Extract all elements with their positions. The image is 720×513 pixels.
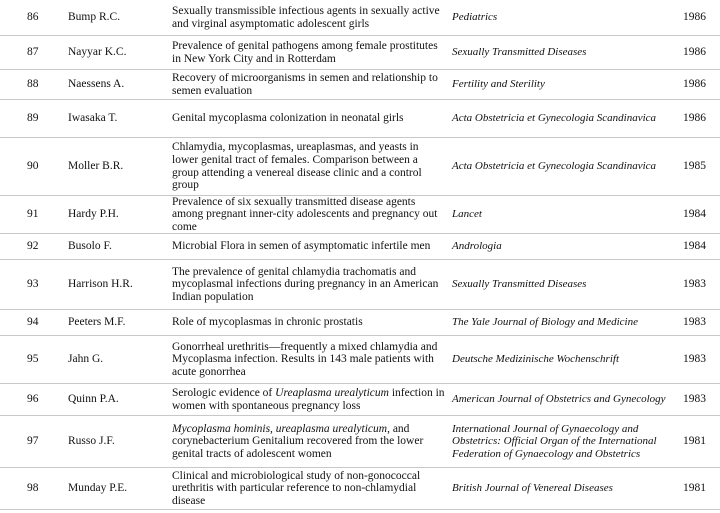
table-row	[0, 138, 720, 196]
ref-journal-text: Sexually Transmitted Diseases	[452, 46, 587, 59]
ref-title-part: Prevalence of six sexually transmitted disease agents among pregnant inner-city adolescents and pregnancy out come	[172, 195, 438, 233]
ref-author-text: Jahn G.	[68, 353, 104, 366]
ref-journal	[452, 70, 666, 99]
ref-journal	[452, 36, 666, 69]
ref-number	[27, 100, 57, 137]
ref-year-text: 1983	[683, 278, 706, 291]
ref-number-text: 89	[27, 112, 39, 125]
ref-number-text: 98	[27, 482, 39, 495]
ref-title	[172, 196, 447, 233]
ref-title	[172, 310, 447, 335]
ref-author	[68, 138, 163, 195]
ref-year	[670, 36, 706, 69]
ref-journal-text: International Journal of Gynaecology and Obstetrics: Official Organ of the International Federation of Gynaecology and Obstetrics	[452, 422, 657, 460]
table-row	[0, 336, 720, 384]
ref-journal-text: Andrologia	[452, 240, 502, 253]
ref-title	[172, 138, 447, 195]
ref-author	[68, 100, 163, 137]
ref-author-text: Naessens A.	[68, 78, 125, 91]
ref-year-text: 1986	[683, 112, 706, 125]
ref-year-text: 1983	[683, 353, 706, 366]
ref-year-text: 1984	[683, 240, 706, 253]
table-row	[0, 100, 720, 138]
ref-author-text: Quinn P.A.	[68, 393, 119, 406]
ref-journal	[452, 310, 666, 335]
ref-journal	[452, 100, 666, 137]
ref-author	[68, 336, 163, 383]
ref-year-text: 1986	[683, 11, 706, 24]
ref-author	[68, 0, 163, 35]
ref-journal	[452, 260, 666, 309]
ref-title-text	[172, 72, 447, 97]
ref-number-text: 95	[27, 353, 39, 366]
ref-title-part: Recovery of microorganisms in semen and relationship to semen evaluation	[172, 71, 438, 97]
ref-title-text	[172, 112, 404, 125]
ref-journal	[452, 384, 666, 415]
ref-author-text: Hardy P.H.	[68, 208, 119, 221]
ref-title-text	[172, 240, 430, 253]
ref-title	[172, 260, 447, 309]
table-row	[0, 468, 720, 510]
ref-journal-text: Lancet	[452, 208, 482, 221]
ref-title-text	[172, 387, 447, 412]
ref-year	[670, 416, 706, 467]
table-row	[0, 416, 720, 468]
ref-title-text	[172, 196, 447, 234]
ref-title-text	[172, 40, 447, 65]
ref-year	[670, 70, 706, 99]
ref-year-text: 1986	[683, 46, 706, 59]
ref-year	[670, 100, 706, 137]
ref-number-text: 92	[27, 240, 39, 253]
table-row	[0, 234, 720, 260]
table-row	[0, 260, 720, 310]
ref-number	[27, 196, 57, 233]
ref-author-text: Russo J.F.	[68, 435, 115, 448]
ref-number-text: 97	[27, 435, 39, 448]
ref-year-text: 1983	[683, 393, 706, 406]
ref-number	[27, 70, 57, 99]
ref-title	[172, 70, 447, 99]
ref-number	[27, 234, 57, 259]
ref-title-part: Serologic evidence of	[172, 386, 276, 399]
ref-title	[172, 384, 447, 415]
ref-year	[670, 336, 706, 383]
ref-number	[27, 336, 57, 383]
ref-number	[27, 468, 57, 509]
ref-title-part: Genital mycoplasma colonization in neonatal girls	[172, 112, 404, 125]
ref-number	[27, 0, 57, 35]
ref-year-text: 1983	[683, 316, 706, 329]
ref-number	[27, 416, 57, 467]
ref-year	[670, 196, 706, 233]
ref-number	[27, 138, 57, 195]
ref-journal	[452, 196, 666, 233]
ref-author-text: Iwasaka T.	[68, 112, 118, 125]
ref-title-text	[172, 470, 447, 508]
ref-journal-text: The Yale Journal of Biology and Medicine	[452, 316, 638, 329]
ref-author-text: Harrison H.R.	[68, 278, 133, 291]
ref-journal-text: American Journal of Obstetrics and Gynecology	[452, 393, 666, 406]
ref-title-part: The prevalence of genital chlamydia trachomatis and mycoplasmal infections during pregnancy in an American Indian population	[172, 265, 439, 303]
ref-number	[27, 310, 57, 335]
ref-year	[670, 234, 706, 259]
ref-number	[27, 36, 57, 69]
ref-author	[68, 36, 163, 69]
ref-author	[68, 310, 163, 335]
ref-year-text: 1986	[683, 78, 706, 91]
ref-author	[68, 468, 163, 509]
ref-journal	[452, 138, 666, 195]
ref-author-text: Bump R.C.	[68, 11, 121, 24]
table-row	[0, 310, 720, 336]
ref-number	[27, 384, 57, 415]
ref-journal-text: Sexually Transmitted Diseases	[452, 278, 587, 291]
ref-number	[27, 260, 57, 309]
ref-journal-text: Acta Obstetricia et Gynecologia Scandinavica	[452, 160, 657, 173]
ref-journal-text: Deutsche Medizinische Wochenschrift	[452, 353, 619, 366]
table-row	[0, 0, 720, 36]
ref-number-text: 94	[27, 316, 39, 329]
ref-journal-text: Pediatrics	[452, 11, 498, 24]
table-row	[0, 384, 720, 416]
ref-number-text: 87	[27, 46, 39, 59]
ref-number-text: 96	[27, 393, 39, 406]
ref-year	[670, 310, 706, 335]
ref-title-part: Mycoplasma hominis, ureaplasma urealyticum	[172, 422, 388, 435]
ref-journal	[452, 336, 666, 383]
ref-title-text	[172, 423, 447, 461]
ref-journal	[452, 234, 666, 259]
ref-year-text: 1981	[683, 435, 706, 448]
ref-number-text: 90	[27, 160, 39, 173]
table-row	[0, 70, 720, 100]
ref-title-part: Prevalence of genital pathogens among female prostitutes in New York City and in Rotterdam	[172, 39, 438, 65]
ref-author-text: Nayyar K.C.	[68, 46, 127, 59]
ref-title-part: Microbial Flora in semen of asymptomatic infertile men	[172, 240, 431, 253]
ref-journal-text: Fertility and Sterility	[452, 78, 545, 91]
ref-number-text: 86	[27, 11, 39, 24]
ref-title-part: Chlamydia, mycoplasmas, ureaplasmas, and yeasts in lower genital tract of females. Comparison between a group attending a venereal disease clinic and a control group	[172, 141, 422, 192]
ref-journal	[452, 468, 666, 509]
ref-title	[172, 416, 447, 467]
ref-number-text: 88	[27, 78, 39, 91]
ref-author-text: Peeters M.F.	[68, 316, 126, 329]
ref-title	[172, 468, 447, 509]
ref-title-part: Role of mycoplasmas in chronic prostatis	[172, 316, 363, 329]
table-row	[0, 196, 720, 234]
ref-author	[68, 234, 163, 259]
ref-title	[172, 336, 447, 383]
ref-number-text: 93	[27, 278, 39, 291]
ref-title	[172, 234, 447, 259]
ref-author-text: Munday P.E.	[68, 482, 128, 495]
ref-title	[172, 100, 447, 137]
ref-title-part: Clinical and microbiological study of non-gonococcal urethritis with particular reference to non-chlamydial disease	[172, 469, 421, 507]
ref-title-part: , and corynebacterium Genitalium recovered from the lower genital tracts of adolescent women	[172, 422, 424, 460]
ref-title	[172, 36, 447, 69]
ref-title-text	[172, 316, 363, 329]
ref-author	[68, 384, 163, 415]
ref-journal-text: Acta Obstetricia et Gynecologia Scandinavica	[452, 112, 657, 125]
ref-author	[68, 196, 163, 233]
ref-journal	[452, 416, 666, 467]
ref-title-part: Ureaplasma urealyticum	[275, 386, 389, 399]
ref-year	[670, 468, 706, 509]
ref-author	[68, 416, 163, 467]
ref-title-part: Gonorrheal urethritis—frequently a mixed chlamydia and Mycoplasma infection. Results in 143 male patients with acute gonorrhea	[172, 340, 438, 378]
ref-number-text: 91	[27, 208, 39, 221]
ref-author-text: Busolo F.	[68, 240, 112, 253]
ref-year	[670, 0, 706, 35]
ref-title-part: infection in women with spontaneous pregnancy loss	[172, 386, 445, 412]
ref-title-text	[172, 341, 447, 379]
ref-author	[68, 70, 163, 99]
ref-year	[670, 138, 706, 195]
ref-year-text: 1981	[683, 482, 706, 495]
ref-year	[670, 260, 706, 309]
ref-author	[68, 260, 163, 309]
ref-title	[172, 0, 447, 35]
ref-author-text: Moller B.R.	[68, 160, 124, 173]
ref-title-text	[172, 141, 447, 191]
ref-year-text: 1985	[683, 160, 706, 173]
ref-journal-text: British Journal of Venereal Diseases	[452, 482, 613, 495]
ref-title-text	[172, 5, 447, 30]
ref-year-text: 1984	[683, 208, 706, 221]
ref-title-part: Sexually transmissible infectious agents in sexually active and virginal asymptomatic adolescent girls	[172, 4, 440, 30]
ref-title-text	[172, 266, 447, 304]
ref-journal	[452, 0, 666, 35]
table-row	[0, 36, 720, 70]
ref-year	[670, 384, 706, 415]
